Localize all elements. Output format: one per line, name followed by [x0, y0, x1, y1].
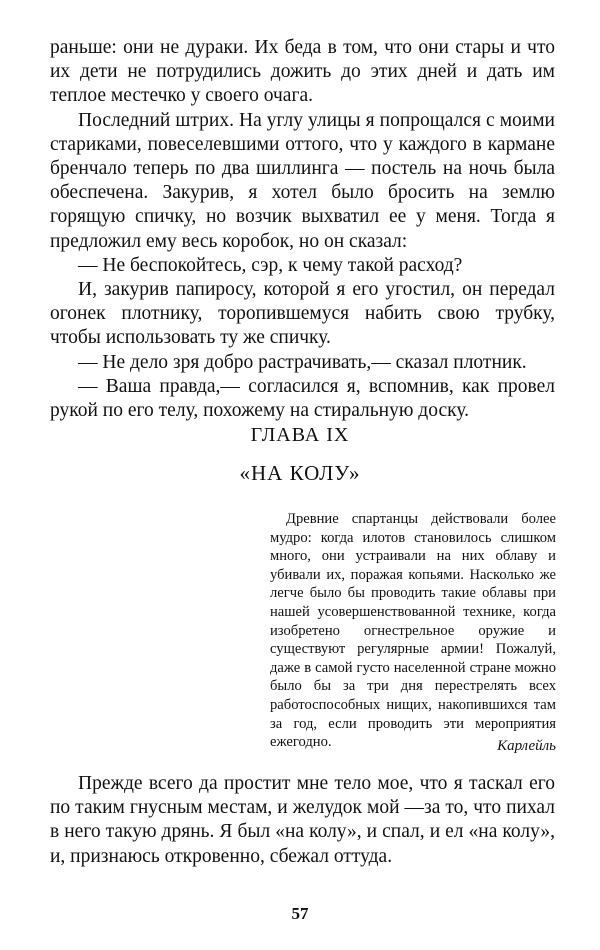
dialogue-line-narrator: — Ваша правда,— согласился я, вспомнив, как провел рукой по его телу, похожему на стиральную доску.: [50, 375, 555, 422]
dialogue-line-carpenter: — Не дело зря добро растрачивать,— сказал плотник.: [78, 351, 527, 373]
bottom-text-block: [50, 772, 555, 869]
chapter-title: «НА КОЛУ»: [239, 461, 361, 485]
paragraph-chapter-start: Прежде всего да простит мне тело мое, что я таскал его по таким гнусным местам, и желудок мой —за то, что пихал в него такую дрянь. Я был «на колу», и спал, и ел «на колу», и, признаюсь откровенно, сбежал оттуда.: [50, 773, 555, 867]
dialogue-line-carter: — Не беспокойтесь, сэр, к чему такой расход?: [78, 254, 463, 276]
epigraph-author: Карлейль: [497, 738, 556, 754]
paragraph-continued: раньше: они не дураки. Их беда в том, что они стары и что их дети не потрудились дожить до этих дней и дать им теплое местечко у своего очага.: [50, 37, 555, 107]
epigraph-text: Древние спартанцы действовали более мудро: когда илотов становилось слишком много, они устраивали на них облаву и убивали их, поражая копьями. Насколько же легче было бы проводить такие облавы при нашей усовершенствованной технике, когда изобретено огнестрельное оружие и существуют регулярные армии! Пожалуй, даже в самой густо населенной стране можно было бы за три дня перестрелять всех работоспособных нищих, накопившихся там за год, если проводить эти мероприятия ежегодно.: [270, 511, 556, 751]
top-text-block: [50, 36, 555, 423]
page-number: 57: [291, 904, 309, 923]
epigraph: [270, 510, 556, 752]
paragraph-last-touch: Последний штрих. На углу улицы я попрощался с моими стариками, повеселевшими оттого, что у каждого в кармане бренчало теперь по два шиллинга — постель на ночь была обеспечена. Закурив, я хотел было бросить на землю горящую спичку, но возчик выхватил ее у меня. Тогда я предложил ему весь коробок, но он сказал:: [50, 109, 555, 252]
paragraph-cigarette: И, закурив папиросу, которой я его угостил, он передал огонек плотнику, торопившемуся набить свою трубку, чтобы использовать ту же спичку.: [50, 279, 555, 349]
chapter-label: ГЛАВА IX: [250, 424, 350, 446]
